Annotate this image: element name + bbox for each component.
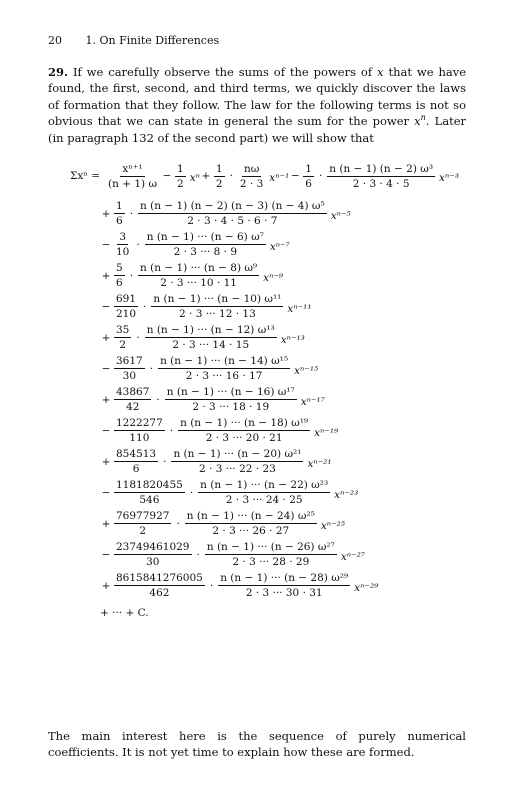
power-term: xⁿ⁻¹⁷	[300, 395, 325, 408]
coefficient-denominator: 546	[139, 494, 160, 506]
power-term: xⁿ⁻²⁵	[320, 519, 345, 532]
coefficient-numerator: 3	[119, 231, 127, 243]
dot-operator: ·	[169, 424, 174, 437]
factor-num: n (n − 1) (n − 2) ω³	[329, 162, 434, 175]
row-sign: +	[101, 517, 111, 530]
formula-term-row	[52, 508, 472, 539]
intro-power: $x^n$	[414, 113, 426, 129]
coefficient-fraction	[114, 293, 138, 320]
dot-operator: ·	[196, 548, 200, 561]
factor-num: nω	[243, 162, 260, 175]
row-sign: −	[101, 424, 111, 437]
factor-numerator: n (n − 1) (n − 2) (n − 3) (n − 4) ω⁵	[140, 200, 325, 212]
coefficient-numerator: 1222277	[116, 417, 163, 429]
coefficient-fraction	[114, 572, 205, 599]
factor-denominator: 2 · 3 ··· 26 · 27	[212, 525, 290, 537]
coef-den: 2	[215, 177, 223, 190]
row-sign: −	[101, 362, 111, 375]
factor-numerator: n (n − 1) ··· (n − 18) ω¹⁹	[180, 417, 309, 429]
page-number: 20	[48, 34, 62, 47]
row-sign: −	[101, 486, 111, 499]
power-term: xⁿ⁻²⁷	[340, 550, 365, 563]
coefficient-numerator: 23749461029	[116, 541, 190, 553]
formula-term-row	[52, 291, 472, 322]
coefficient-fraction	[114, 231, 131, 258]
half-num: 1	[177, 162, 184, 175]
factor-den: 2 · 3 · 4 · 5	[352, 177, 410, 190]
dot-operator: ·	[209, 579, 214, 592]
coefficient-numerator: 5	[116, 262, 123, 274]
factor-fraction	[198, 479, 330, 506]
formula-term-row	[52, 570, 472, 601]
coefficient-denominator: 110	[129, 432, 150, 444]
power-term: xⁿ⁻⁹	[263, 271, 284, 284]
coefficient-denominator: 2	[139, 525, 147, 537]
dot-operator: ·	[129, 269, 134, 282]
factor-denominator: 2 · 3 ··· 8 · 9	[173, 246, 237, 258]
coefficient-numerator: 1181820455	[116, 479, 183, 491]
power-term: xⁿ⁻⁵	[330, 209, 351, 222]
factor-denominator: 2 · 3 · 4 · 5 · 6 · 7	[187, 215, 278, 227]
coefficient-fraction	[114, 479, 185, 506]
formula-tail: + ··· + C.	[100, 607, 149, 619]
factor-fraction	[145, 324, 277, 351]
sum-formula	[52, 154, 472, 625]
formula-term-row	[52, 322, 472, 353]
coefficient-numerator: 854513	[116, 448, 157, 460]
power-term: xⁿ⁻¹¹	[287, 302, 312, 315]
factor-denominator: 2 · 3 ··· 16 · 17	[185, 370, 263, 382]
formula-term-row	[52, 229, 472, 260]
factor-fraction	[327, 163, 435, 190]
coefficient-denominator: 6	[132, 463, 140, 475]
coefficient-denominator: 210	[116, 308, 137, 320]
power-term: xⁿ⁻¹⁹	[314, 426, 339, 439]
factor-fraction	[238, 163, 265, 190]
coefficient-denominator: 6	[116, 215, 123, 227]
leading-numerator: xⁿ⁺¹	[122, 162, 143, 175]
power-term: xⁿ⁻²³	[334, 488, 359, 501]
coef-fraction	[303, 163, 314, 190]
factor-fraction	[151, 293, 283, 320]
factor-fraction	[218, 572, 350, 599]
factor-denominator: 2 · 3 ··· 30 · 31	[245, 587, 323, 599]
row-sign: +	[101, 207, 111, 220]
row-sign: +	[101, 331, 111, 344]
factor-fraction	[138, 262, 259, 289]
section-number: 29.	[48, 65, 69, 79]
factor-numerator: n (n − 1) ··· (n − 24) ω²⁵	[186, 510, 315, 522]
closing-paragraph: The main interest here is the sequence of purely numerical coefficients. It is not yet time to explain how these are formed.	[48, 729, 466, 760]
minus-sign: −	[290, 170, 300, 182]
coefficient-numerator: 35	[116, 324, 130, 336]
power-term: xⁿ⁻²¹	[307, 457, 332, 470]
factor-denominator: 2 · 3 ··· 28 · 29	[232, 556, 310, 568]
power-term: xⁿ⁻¹³	[280, 333, 305, 346]
minus-sign: −	[162, 170, 172, 182]
coefficient-numerator: 3617	[116, 355, 143, 367]
factor-fraction	[145, 231, 266, 258]
factor-fraction	[165, 386, 297, 413]
coef-num: 1	[305, 162, 312, 175]
power-term: xⁿ	[189, 172, 200, 184]
coefficient-fraction	[114, 324, 131, 351]
coefficient-denominator: 30	[146, 556, 160, 568]
factor-numerator: n (n − 1) ··· (n − 8) ω⁹	[140, 262, 258, 274]
coefficient-fraction	[114, 386, 151, 413]
leading-denominator: (n + 1) ω	[108, 177, 158, 190]
factor-fraction	[185, 510, 317, 537]
row-sign: +	[101, 579, 111, 592]
coefficient-fraction	[114, 417, 165, 444]
factor-denominator: 2 · 3 ··· 24 · 25	[225, 494, 303, 506]
coefficient-fraction	[114, 262, 125, 289]
coef-den: 6	[305, 177, 312, 190]
row-sign: −	[101, 238, 111, 251]
power-term: xⁿ⁻²⁹	[354, 581, 379, 594]
factor-numerator: n (n − 1) ··· (n − 10) ω¹¹	[153, 293, 282, 305]
factor-numerator: n (n − 1) ··· (n − 28) ω²⁹	[220, 572, 349, 584]
row-sign: +	[101, 393, 111, 406]
factor-fraction	[205, 541, 337, 568]
factor-fraction	[171, 448, 303, 475]
leading-fraction	[106, 163, 159, 190]
dot-operator: ·	[149, 362, 154, 375]
factor-numerator: n (n − 1) ··· (n − 22) ω²³	[200, 479, 329, 491]
coefficient-numerator: 8615841276005	[116, 572, 203, 584]
coefficient-fraction	[114, 355, 145, 382]
intro-variable: x	[377, 65, 384, 79]
formula-term-row	[52, 198, 472, 229]
intro-text-c: . Later (in paragraph 132 of the second part) we will show that	[48, 114, 466, 145]
formula-term-row	[52, 260, 472, 291]
coefficient-numerator: 43867	[116, 386, 150, 398]
factor-fraction	[178, 417, 310, 444]
factor-fraction	[158, 355, 290, 382]
coefficient-fraction	[114, 200, 125, 227]
formula-first-row	[52, 154, 472, 198]
formula-lhs: Σxⁿ =	[69, 170, 100, 182]
formula-term-rows	[52, 198, 472, 601]
power-term: xⁿ⁻¹	[269, 172, 290, 184]
row-sign: +	[101, 269, 111, 282]
dot-operator: ·	[136, 238, 140, 251]
dot-operator: ·	[163, 455, 167, 468]
factor-denominator: 2 · 3 ··· 22 · 23	[199, 463, 276, 475]
factor-den: 2 · 3	[239, 177, 264, 190]
row-sign: −	[101, 548, 111, 561]
formula-term-row	[52, 384, 472, 415]
dot-operator: ·	[156, 393, 160, 406]
dot-operator: ·	[176, 517, 180, 530]
formula-term-row	[52, 539, 472, 570]
factor-numerator: n (n − 1) ··· (n − 26) ω²⁷	[206, 541, 335, 553]
power-term: xⁿ⁻³	[439, 172, 459, 184]
factor-numerator: n (n − 1) ··· (n − 14) ω¹⁵	[160, 355, 289, 367]
plus-sign: +	[201, 170, 211, 182]
coefficient-denominator: 42	[126, 401, 140, 413]
dot-operator: ·	[229, 170, 233, 182]
power-term: xⁿ⁻⁷	[269, 240, 290, 253]
factor-numerator: n (n − 1) ··· (n − 6) ω⁷	[146, 231, 264, 243]
intro-paragraph	[48, 64, 466, 146]
dot-operator: ·	[318, 170, 323, 182]
coefficient-denominator: 10	[116, 246, 130, 258]
chapter-title: 1. On Finite Differences	[85, 34, 220, 47]
dot-operator: ·	[129, 207, 134, 220]
factor-numerator: n (n − 1) ··· (n − 16) ω¹⁷	[166, 386, 295, 398]
coef-num: 1	[215, 162, 223, 175]
coefficient-denominator: 462	[149, 587, 170, 599]
factor-fraction	[138, 200, 327, 227]
row-sign: +	[101, 455, 111, 468]
factor-numerator: n (n − 1) ··· (n − 20) ω²¹	[173, 448, 302, 460]
dot-operator: ·	[143, 300, 147, 313]
coefficient-numerator: 1	[116, 200, 123, 212]
coefficient-denominator: 30	[122, 370, 137, 382]
coef-fraction	[214, 163, 225, 190]
intro-text-a: If we carefully observe the sums of the powers of	[72, 65, 373, 79]
coefficient-denominator: 6	[116, 277, 123, 289]
row-sign: −	[101, 300, 111, 313]
formula-term-row	[52, 353, 472, 384]
factor-denominator: 2 · 3 ··· 18 · 19	[192, 401, 270, 413]
factor-denominator: 2 · 3 ··· 12 · 13	[179, 308, 256, 320]
half-fraction	[175, 163, 186, 190]
half-den: 2	[177, 177, 184, 190]
dot-operator: ·	[136, 331, 140, 344]
formula-term-row	[52, 446, 472, 477]
factor-denominator: 2 · 3 ··· 10 · 11	[160, 277, 237, 289]
coefficient-denominator: 2	[119, 339, 127, 351]
coefficient-numerator: 691	[116, 293, 137, 305]
dot-operator: ·	[189, 486, 194, 499]
factor-numerator: n (n − 1) ··· (n − 12) ω¹³	[146, 324, 275, 336]
formula-term-row	[52, 477, 472, 508]
coefficient-numerator: 76977927	[116, 510, 170, 522]
power-term: xⁿ⁻¹⁵	[294, 364, 319, 377]
coefficient-fraction	[114, 510, 171, 537]
intro-text-b: that we have found, the first, second, and third terms, we quickly discover the laws of formation that they follow. The law for the following terms is not so obvious that we can state in general the sum for the power	[48, 65, 467, 129]
coefficient-fraction	[114, 448, 158, 475]
factor-denominator: 2 · 3 ··· 20 · 21	[205, 432, 283, 444]
factor-denominator: 2 · 3 ··· 14 · 15	[172, 339, 250, 351]
coefficient-fraction	[114, 541, 192, 568]
formula-term-row	[52, 415, 472, 446]
page-header	[48, 34, 468, 47]
